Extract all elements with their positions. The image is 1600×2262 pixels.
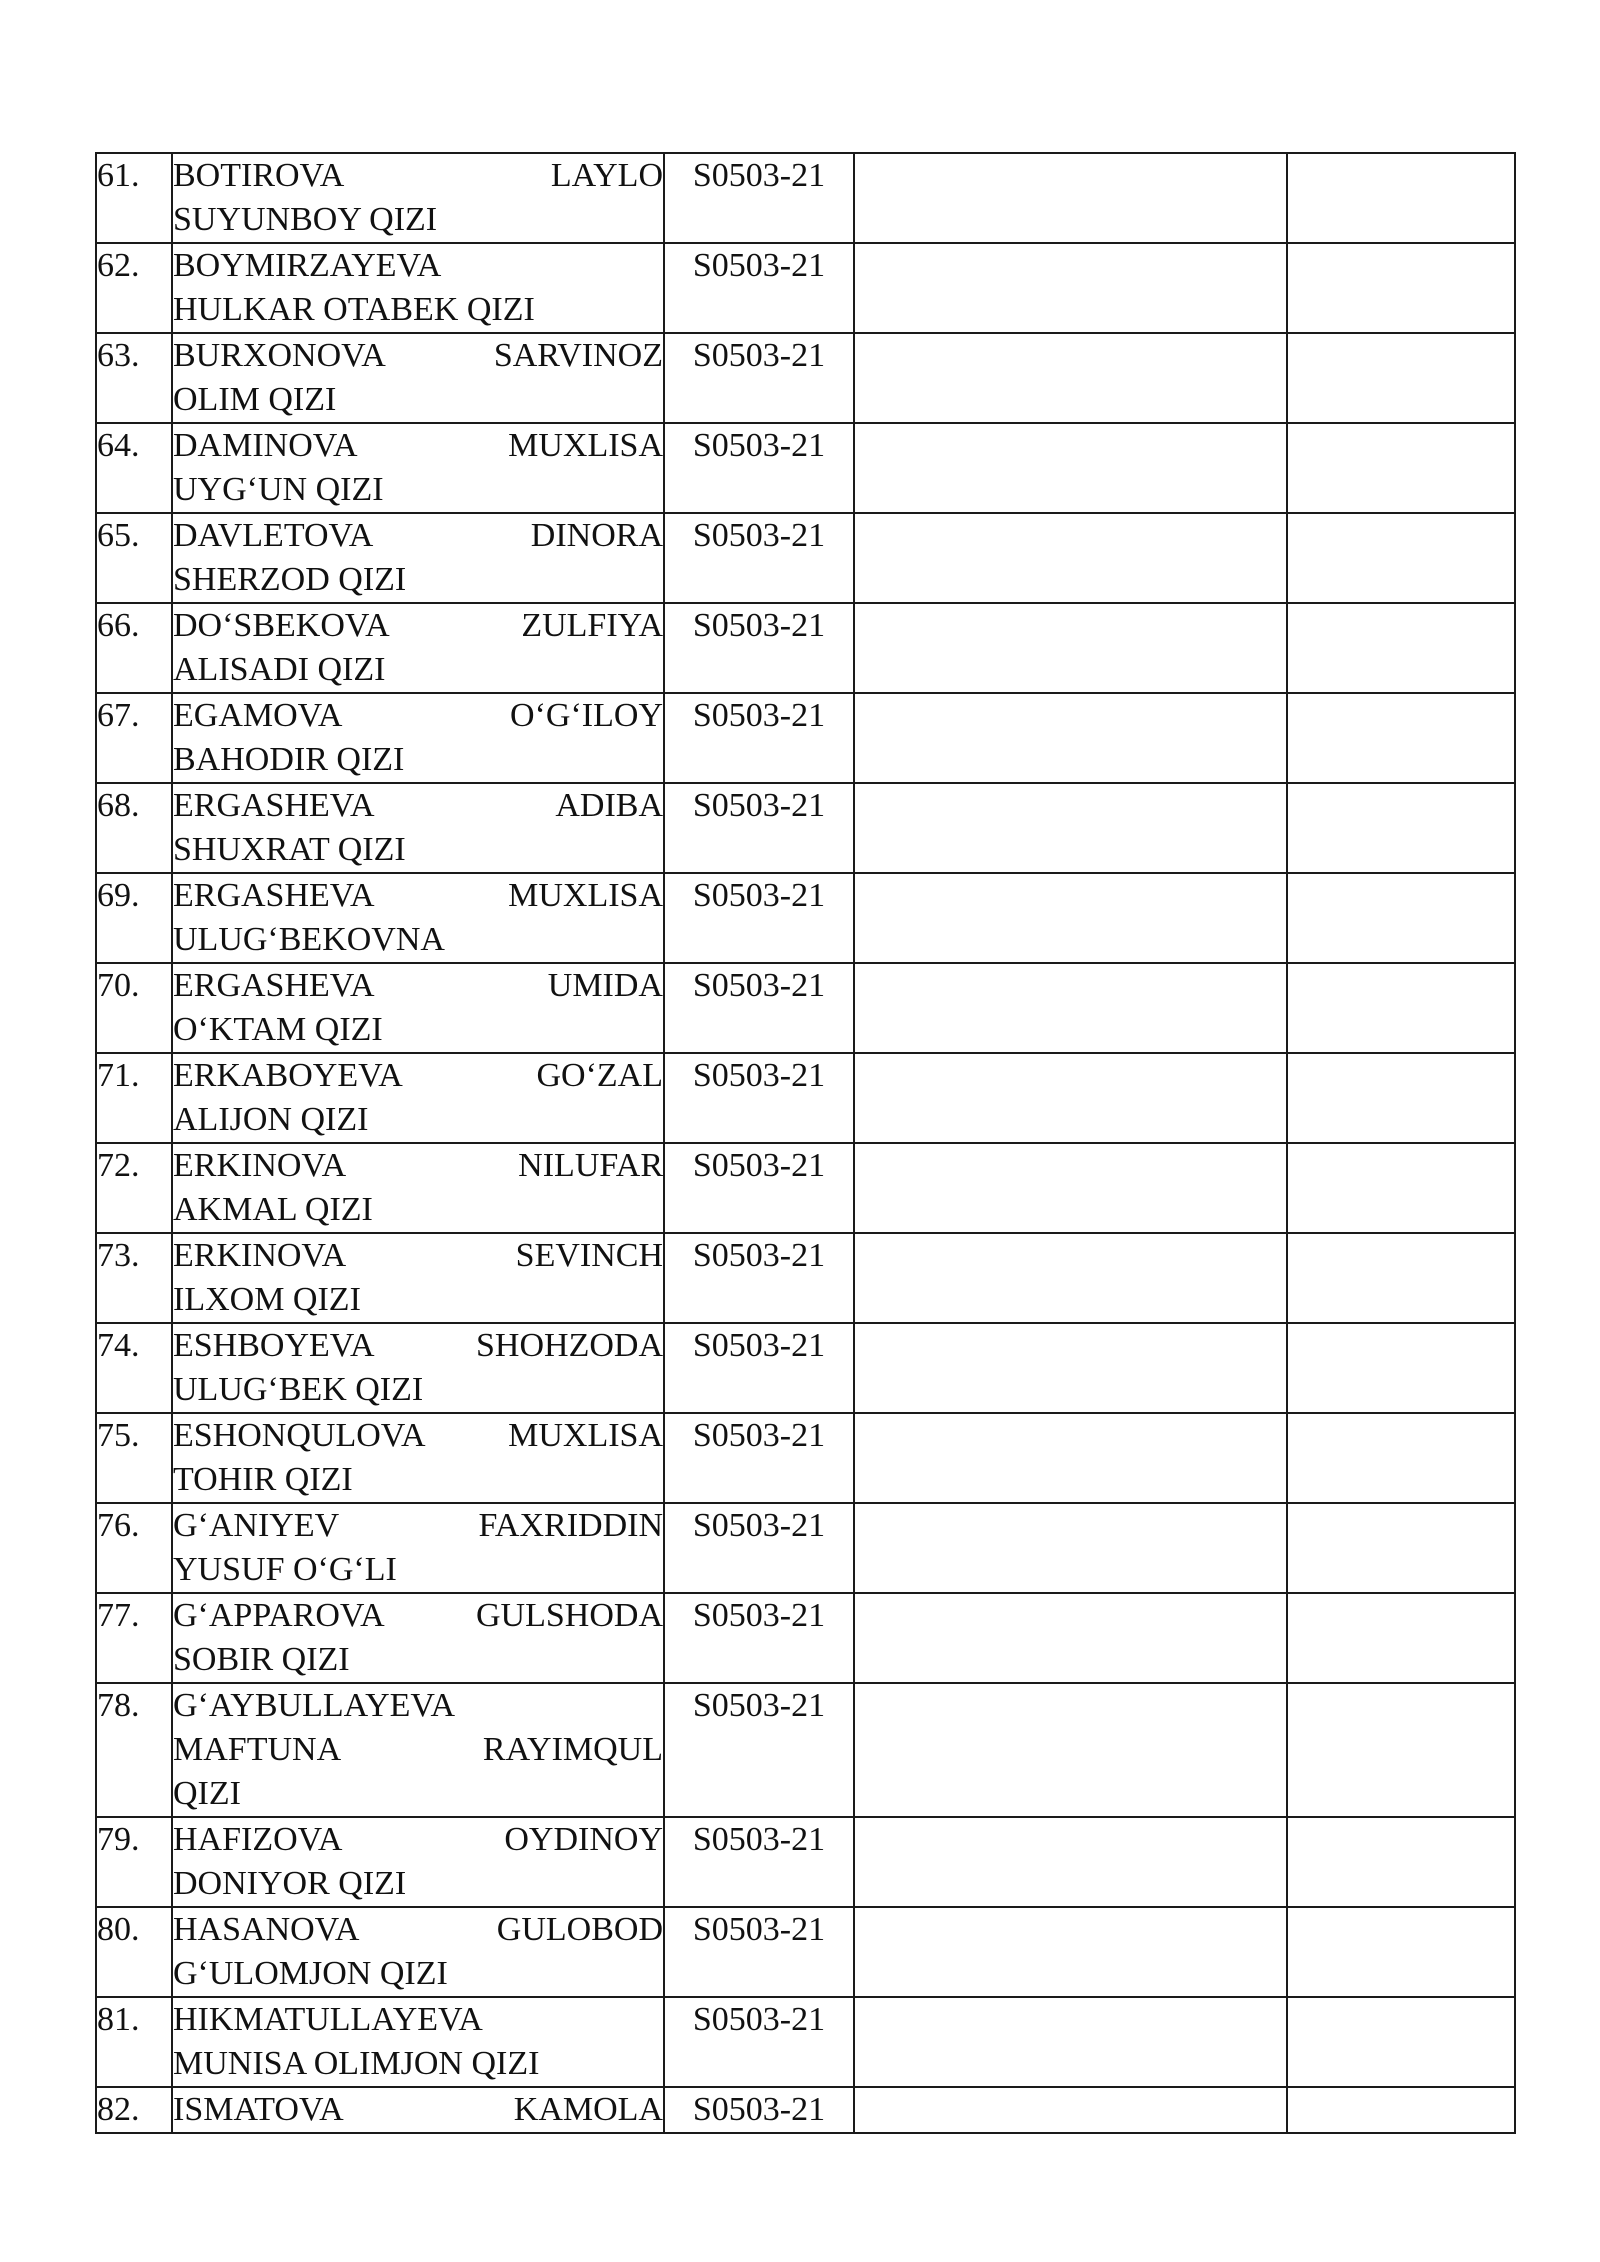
- student-name-line: TOHIR QIZI: [173, 1461, 353, 1498]
- student-name: [172, 513, 664, 603]
- student-name-line: QIZI: [173, 1775, 241, 1812]
- student-name-line: AKMAL QIZI: [173, 1191, 373, 1228]
- group-code: S0503-21: [664, 243, 854, 333]
- table-row: [96, 1503, 1515, 1593]
- student-name-line: ULUG‘BEK QIZI: [173, 1371, 424, 1408]
- group-code: S0503-21: [664, 1413, 854, 1503]
- student-name: [172, 603, 664, 693]
- table-row: [96, 693, 1515, 783]
- row-number: 77.: [96, 1593, 172, 1683]
- row-number: 62.: [96, 243, 172, 333]
- group-code: S0503-21: [664, 603, 854, 693]
- empty-cell: [854, 1233, 1287, 1323]
- student-name-line: DAMINOVA MUXLISA: [173, 427, 663, 464]
- student-name: [172, 1323, 664, 1413]
- empty-cell: [1287, 1593, 1515, 1683]
- empty-cell: [1287, 1053, 1515, 1143]
- group-code: S0503-21: [664, 963, 854, 1053]
- row-number: 81.: [96, 1997, 172, 2087]
- group-code: S0503-21: [664, 1593, 854, 1683]
- empty-cell: [854, 783, 1287, 873]
- empty-cell: [1287, 693, 1515, 783]
- table-row: [96, 1907, 1515, 1997]
- student-name-line: HULKAR OTABEK QIZI: [173, 291, 535, 328]
- student-name: [172, 963, 664, 1053]
- group-code: S0503-21: [664, 1143, 854, 1233]
- row-number: 80.: [96, 1907, 172, 1997]
- table-row: [96, 243, 1515, 333]
- row-number: 73.: [96, 1233, 172, 1323]
- student-name: [172, 1053, 664, 1143]
- empty-cell: [1287, 1817, 1515, 1907]
- group-code: S0503-21: [664, 1683, 854, 1817]
- table-row: [96, 1997, 1515, 2087]
- student-name: [172, 1997, 664, 2087]
- student-name: [172, 1907, 664, 1997]
- group-code: S0503-21: [664, 2087, 854, 2133]
- student-name-line: SHUXRAT QIZI: [173, 831, 406, 868]
- empty-cell: [854, 333, 1287, 423]
- empty-cell: [854, 693, 1287, 783]
- table-row: [96, 1053, 1515, 1143]
- student-name-line: SHERZOD QIZI: [173, 561, 407, 598]
- row-number: 70.: [96, 963, 172, 1053]
- empty-cell: [854, 1907, 1287, 1997]
- empty-cell: [1287, 873, 1515, 963]
- empty-cell: [854, 603, 1287, 693]
- student-name: [172, 1143, 664, 1233]
- group-code: S0503-21: [664, 1817, 854, 1907]
- student-name-line: O‘KTAM QIZI: [173, 1011, 383, 1048]
- empty-cell: [1287, 1907, 1515, 1997]
- student-name-line: UYG‘UN QIZI: [173, 471, 384, 508]
- student-name-line: G‘ULOMJON QIZI: [173, 1955, 448, 1992]
- empty-cell: [1287, 1323, 1515, 1413]
- table-row: [96, 2087, 1515, 2133]
- empty-cell: [1287, 1503, 1515, 1593]
- empty-cell: [854, 153, 1287, 243]
- student-name-line: ESHBOYEVA SHOHZODA: [173, 1327, 663, 1364]
- group-code: S0503-21: [664, 1233, 854, 1323]
- row-number: 78.: [96, 1683, 172, 1817]
- student-name-line: ILXOM QIZI: [173, 1281, 361, 1318]
- table-row: [96, 1143, 1515, 1233]
- group-code: S0503-21: [664, 1323, 854, 1413]
- table-row: [96, 783, 1515, 873]
- student-name: [172, 1413, 664, 1503]
- table-row: [96, 1233, 1515, 1323]
- student-name-line: G‘APPAROVA GULSHODA: [173, 1597, 663, 1634]
- table-row: [96, 1817, 1515, 1907]
- row-number: 72.: [96, 1143, 172, 1233]
- student-name-line: BAHODIR QIZI: [173, 741, 405, 778]
- table-row: [96, 873, 1515, 963]
- empty-cell: [854, 1323, 1287, 1413]
- student-list-table: [95, 152, 1516, 2134]
- empty-cell: [1287, 1233, 1515, 1323]
- table-row: [96, 1323, 1515, 1413]
- student-name-line: OLIM QIZI: [173, 381, 337, 418]
- student-name-line: SUYUNBOY QIZI: [173, 201, 438, 238]
- empty-cell: [854, 1413, 1287, 1503]
- empty-cell: [1287, 153, 1515, 243]
- student-name-line: YUSUF O‘G‘LI: [173, 1551, 397, 1588]
- student-name-line: HIKMATULLAYEVA: [173, 2001, 483, 2038]
- student-name-line: ULUG‘BEKOVNA: [173, 921, 445, 958]
- empty-cell: [854, 1593, 1287, 1683]
- row-number: 61.: [96, 153, 172, 243]
- group-code: S0503-21: [664, 153, 854, 243]
- row-number: 64.: [96, 423, 172, 513]
- student-name-line: MAFTUNA RAYIMQUL: [173, 1731, 663, 1768]
- empty-cell: [1287, 423, 1515, 513]
- student-name-line: ALIJON QIZI: [173, 1101, 369, 1138]
- student-name: [172, 693, 664, 783]
- student-name-line: ERGASHEVA UMIDA: [173, 967, 663, 1004]
- student-name: [172, 243, 664, 333]
- student-name-line: ESHONQULOVA MUXLISA: [173, 1417, 663, 1454]
- group-code: S0503-21: [664, 783, 854, 873]
- row-number: 71.: [96, 1053, 172, 1143]
- empty-cell: [1287, 513, 1515, 603]
- empty-cell: [1287, 2087, 1515, 2133]
- student-name-line: ERGASHEVA MUXLISA: [173, 877, 663, 914]
- table-row: [96, 153, 1515, 243]
- student-name-line: BOTIROVA LAYLO: [173, 157, 663, 194]
- group-code: S0503-21: [664, 513, 854, 603]
- group-code: S0503-21: [664, 1053, 854, 1143]
- table-row: [96, 963, 1515, 1053]
- row-number: 67.: [96, 693, 172, 783]
- group-code: S0503-21: [664, 1997, 854, 2087]
- student-name: [172, 1593, 664, 1683]
- group-code: S0503-21: [664, 1907, 854, 1997]
- empty-cell: [854, 243, 1287, 333]
- empty-cell: [854, 513, 1287, 603]
- empty-cell: [854, 873, 1287, 963]
- empty-cell: [854, 1503, 1287, 1593]
- student-name-line: DONIYOR QIZI: [173, 1865, 407, 1902]
- student-name-line: ERGASHEVA ADIBA: [173, 787, 663, 824]
- student-name: [172, 423, 664, 513]
- group-code: S0503-21: [664, 1503, 854, 1593]
- student-name-line: MUNISA OLIMJON QIZI: [173, 2045, 540, 2082]
- empty-cell: [1287, 1683, 1515, 1817]
- row-number: 76.: [96, 1503, 172, 1593]
- row-number: 68.: [96, 783, 172, 873]
- table-row: [96, 333, 1515, 423]
- table-row: [96, 1413, 1515, 1503]
- student-name-line: ERKINOVA SEVINCH: [173, 1237, 663, 1274]
- student-name-line: ISMATOVA KAMOLA: [173, 2091, 663, 2128]
- row-number: 79.: [96, 1817, 172, 1907]
- empty-cell: [854, 1683, 1287, 1817]
- row-number: 69.: [96, 873, 172, 963]
- student-name-line: G‘ANIYEV FAXRIDDIN: [173, 1507, 663, 1544]
- group-code: S0503-21: [664, 873, 854, 963]
- student-name-line: BOYMIRZAYEVA: [173, 247, 442, 284]
- table-row: [96, 603, 1515, 693]
- student-name: [172, 153, 664, 243]
- row-number: 66.: [96, 603, 172, 693]
- student-name-line: DO‘SBEKOVA ZULFIYA: [173, 607, 663, 644]
- student-name: [172, 1817, 664, 1907]
- table-row: [96, 1593, 1515, 1683]
- group-code: S0503-21: [664, 693, 854, 783]
- student-name-line: ERKABOYEVA GO‘ZAL: [173, 1057, 663, 1094]
- empty-cell: [1287, 963, 1515, 1053]
- empty-cell: [1287, 1413, 1515, 1503]
- empty-cell: [854, 423, 1287, 513]
- student-name: [172, 1233, 664, 1323]
- table-body: [96, 153, 1515, 2133]
- group-code: S0503-21: [664, 333, 854, 423]
- row-number: 82.: [96, 2087, 172, 2133]
- empty-cell: [1287, 333, 1515, 423]
- student-name-line: G‘AYBULLAYEVA: [173, 1687, 456, 1724]
- student-name: [172, 333, 664, 423]
- table-row: [96, 423, 1515, 513]
- table-row: [96, 1683, 1515, 1817]
- empty-cell: [1287, 243, 1515, 333]
- empty-cell: [1287, 1143, 1515, 1233]
- student-name-line: SOBIR QIZI: [173, 1641, 350, 1678]
- empty-cell: [1287, 603, 1515, 693]
- row-number: 65.: [96, 513, 172, 603]
- empty-cell: [854, 1053, 1287, 1143]
- empty-cell: [854, 1997, 1287, 2087]
- student-name: [172, 2087, 664, 2133]
- row-number: 74.: [96, 1323, 172, 1413]
- student-name-line: BURXONOVA SARVINOZ: [173, 337, 663, 374]
- row-number: 75.: [96, 1413, 172, 1503]
- student-name-line: ALISADI QIZI: [173, 651, 386, 688]
- student-name-line: EGAMOVA O‘G‘ILOY: [173, 697, 663, 734]
- student-name: [172, 1683, 664, 1817]
- student-name-line: HAFIZOVA OYDINOY: [173, 1821, 663, 1858]
- empty-cell: [1287, 783, 1515, 873]
- student-name: [172, 783, 664, 873]
- student-name-line: ERKINOVA NILUFAR: [173, 1147, 663, 1184]
- empty-cell: [854, 2087, 1287, 2133]
- row-number: 63.: [96, 333, 172, 423]
- group-code: S0503-21: [664, 423, 854, 513]
- empty-cell: [1287, 1997, 1515, 2087]
- student-name: [172, 1503, 664, 1593]
- student-name-line: DAVLETOVA DINORA: [173, 517, 663, 554]
- student-name-line: HASANOVA GULOBOD: [173, 1911, 663, 1948]
- empty-cell: [854, 1143, 1287, 1233]
- empty-cell: [854, 963, 1287, 1053]
- table-row: [96, 513, 1515, 603]
- empty-cell: [854, 1817, 1287, 1907]
- student-name: [172, 873, 664, 963]
